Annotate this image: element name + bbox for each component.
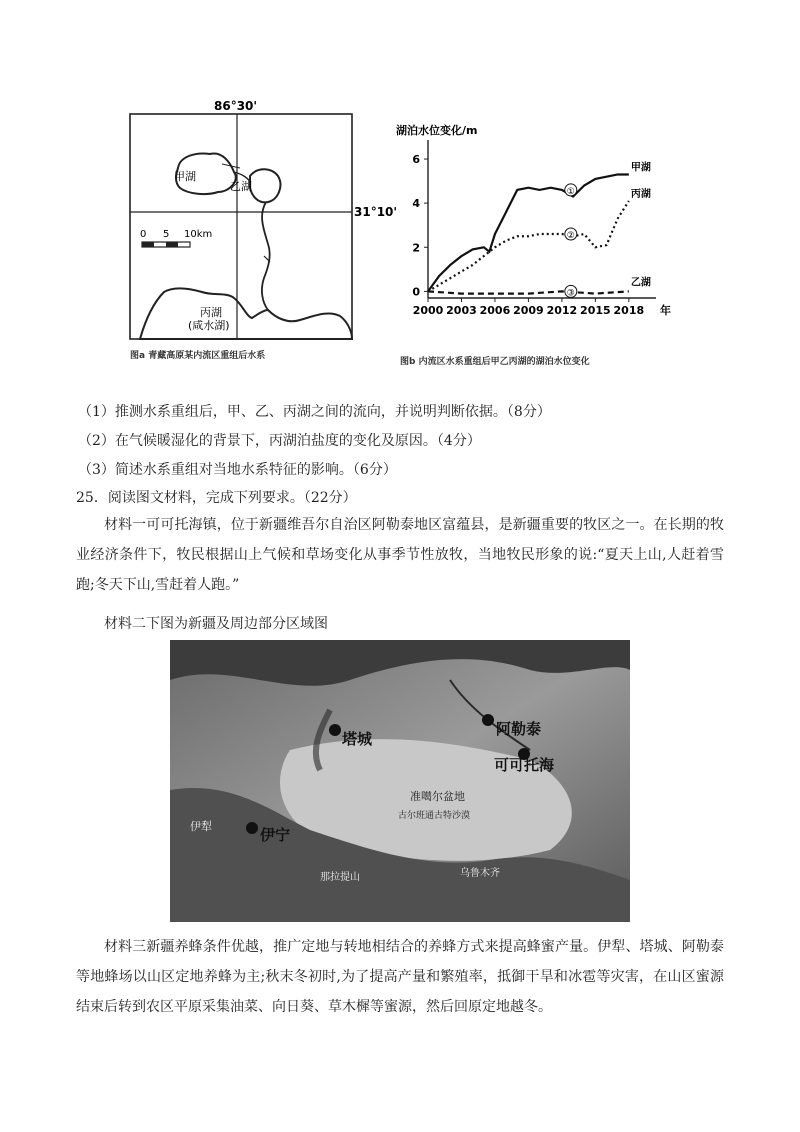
x-tick-label: 2003 <box>446 304 477 317</box>
region-yili: 伊犁 <box>190 820 212 833</box>
question-3: （3）简述水系重组对当地水系特征的影响。（6分） <box>78 462 397 478</box>
figure-b-caption: 图b 内流区水系重组后甲乙丙湖的湖泊水位变化 <box>400 357 590 367</box>
series-line-0 <box>428 174 629 291</box>
figure-a-caption: 图a 青藏高原某内流区重组后水系 <box>130 351 266 361</box>
scale-bar <box>140 229 212 247</box>
series-line-1 <box>428 201 629 291</box>
region-junggar: 准噶尔盆地 <box>410 790 465 803</box>
lake-jia-label: 甲湖 <box>174 170 196 183</box>
lake-bing-label: 丙湖 <box>200 306 222 319</box>
material-3: 材料三新疆养蜂条件优越，推广定地与转地相结合的养蜂方式来提高蜂蜜产量。伊犁、塔城、阿勒泰等地蜂场以山区定地养蜂为主;秋末冬初时,为了提高产量和繁殖率，抵御干旱和冰雹等灾害，在山区蜜源结束后转到农区平原采集油菜、向日葵、草木樨等蜜源，然后回原定地越冬。 <box>76 939 724 1015</box>
x-tick-label: 2012 <box>546 304 578 317</box>
question-25-heading: 25．阅读图文材料，完成下列要求。（22分） <box>76 490 357 506</box>
series-line-2 <box>428 291 629 293</box>
y-tick-label: 0 <box>412 285 420 299</box>
region-urumqi: 乌鲁木齐 <box>460 868 500 879</box>
lake-yi-label: 乙湖 <box>230 180 252 193</box>
city-tacheng: 塔城 <box>342 730 373 748</box>
svg-text:0: 0 <box>140 229 147 240</box>
longitude-label: 86°30' <box>214 99 258 113</box>
figure-a-map <box>118 96 398 371</box>
x-tick-label: 2006 <box>479 304 511 317</box>
chart-title: 湖泊水位变化/m <box>396 124 478 137</box>
series-label: 乙湖 <box>630 277 651 289</box>
x-tick-label: 2018 <box>613 304 645 317</box>
lake-bing-alias: (咸水湖) <box>188 319 230 332</box>
svg-text:10km: 10km <box>184 229 213 240</box>
material-2: 材料二下图为新疆及周边部分区域图 <box>104 616 328 632</box>
city-yining: 伊宁 <box>260 826 291 844</box>
material-1: 材料一可可托海镇，位于新疆维吾尔自治区阿勒泰地区富蕴县，是新疆重要的牧区之一。在长期的牧业经济条件下，牧民根据山上气候和草场变化从事季节性放牧，当地牧民形象的说:“夏天上山,人赶着雪跑;冬天下山,雪赶着人跑。” <box>76 517 724 593</box>
xinjiang-map <box>170 640 630 922</box>
question-2: （2）在气候暖湿化的背景下，丙湖泊盐度的变化及原因。（4分） <box>78 433 481 449</box>
x-tick-label: 2009 <box>513 304 544 317</box>
series-marker-label: ① <box>566 186 575 197</box>
series-label: 甲湖 <box>630 162 651 174</box>
x-unit-label: 年 <box>660 304 671 317</box>
series-marker-label: ③ <box>566 288 575 299</box>
series-marker-label: ② <box>566 231 575 242</box>
question-1: （1）推测水系重组后，甲、乙、丙湖之间的流向，并说明判断依据。（8分） <box>78 404 551 420</box>
y-tick-label: 2 <box>412 241 420 255</box>
region-nalati: 那拉提山 <box>320 872 360 883</box>
x-tick-label: 2015 <box>580 304 611 317</box>
figure-b-chart <box>392 118 682 374</box>
region-desert: 古尔班通古特沙漠 <box>398 811 471 821</box>
y-tick-label: 4 <box>412 197 420 211</box>
series-label: 丙湖 <box>630 188 651 200</box>
y-tick-label: 6 <box>412 153 420 167</box>
city-altay: 阿勒泰 <box>496 720 542 738</box>
svg-text:5: 5 <box>163 229 170 240</box>
city-koktokay: 可可托海 <box>494 756 555 774</box>
x-tick-label: 2000 <box>412 304 444 317</box>
latitude-label: 31°10' <box>354 205 398 219</box>
